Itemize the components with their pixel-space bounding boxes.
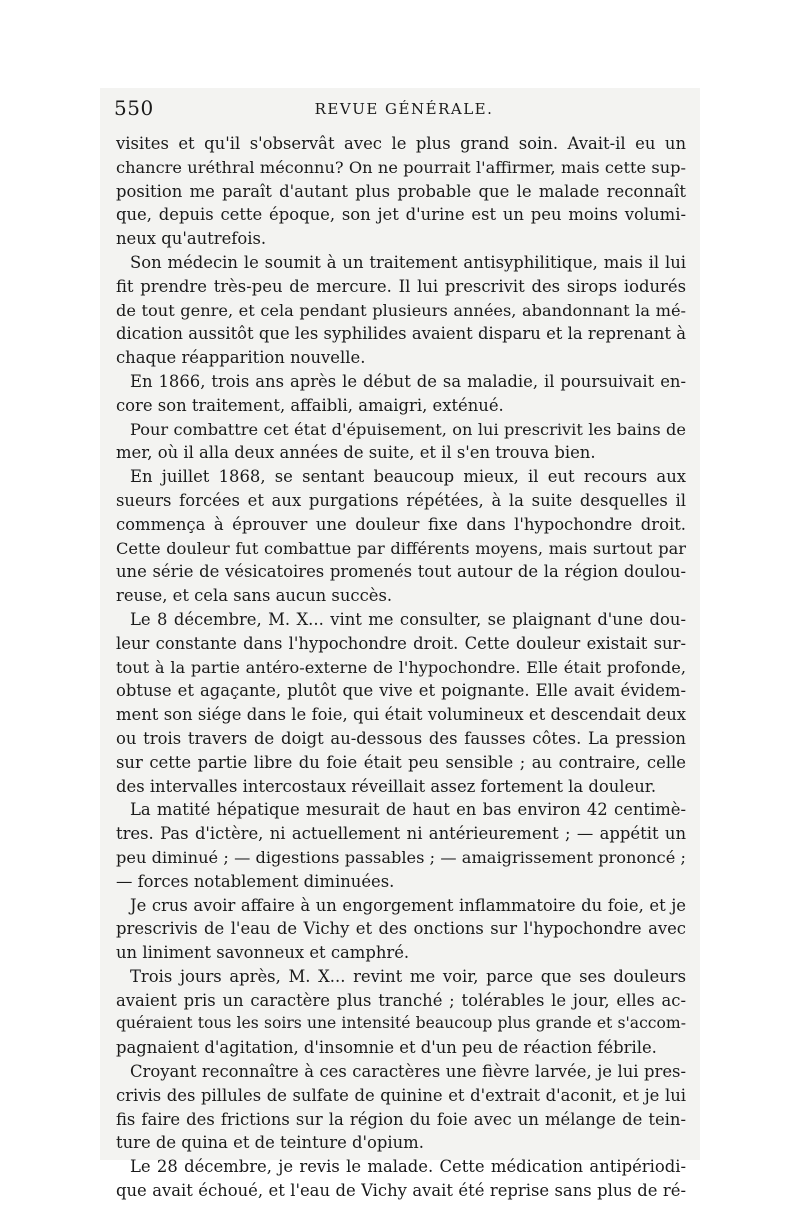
text-line: chaque réapparition nouvelle. xyxy=(116,348,366,368)
text-line: visites et qu'il s'observât avec le plus grand soin. Avait-il eu un xyxy=(116,134,686,153)
text-line: que, depuis cette époque, son jet d'urine est un peu moins volumi- xyxy=(116,205,686,225)
text-line: — forces notablement diminuées. xyxy=(116,871,395,891)
text-line: Pour combattre cet état d'épuisement, on lui prescrivit les bains de xyxy=(130,419,686,439)
text-line: leur constante dans l'hypochondre droit. Cette douleur existait sur- xyxy=(116,633,686,653)
text-line: sueurs forcées et aux purgations répétées, à la suite desquelles il xyxy=(116,490,686,510)
text-line: commença à éprouver une douleur fixe dans l'hypochondre droit. xyxy=(116,514,686,534)
text-line: Son médecin le soumit à un traitement antisyphilitique, mais il lui xyxy=(130,252,686,272)
text-line: ture de quina et de teinture d'opium. xyxy=(116,1133,424,1153)
text-line: Le 28 décembre, je revis le malade. Cette médication antipériodi- xyxy=(130,1157,686,1177)
text-line: pagnaient d'agitation, d'insomnie et d'un peu de réaction fébrile. xyxy=(116,1038,657,1058)
text-line: quéraient tous les soirs une intensité beaucoup plus grande et s'accom- xyxy=(116,1014,686,1033)
text-line: La matité hépatique mesurait de haut en bas environ 42 centimè- xyxy=(130,800,686,820)
page-number: 550 xyxy=(114,96,154,120)
text-line: des intervalles intercostaux réveillait assez fortement la douleur. xyxy=(116,776,657,796)
text-line: ment son siége dans le foie, qui était volumineux et descendait deux xyxy=(116,705,686,725)
text-line: fit prendre très-peu de mercure. Il lui prescrivit des sirops iodurés xyxy=(116,276,686,296)
text-line: tout à la partie antéro-externe de l'hypochondre. Elle était profonde, xyxy=(116,657,686,677)
text-line: position me paraît d'autant plus probable que le malade reconnaît xyxy=(116,181,686,201)
text-line: obtuse et agaçante, plutôt que vive et poignante. Elle avait évidem- xyxy=(116,681,686,701)
text-line: core son traitement, affaibli, amaigri, exténué. xyxy=(116,395,504,415)
text-line: sur cette partie libre du foie était peu sensible ; au contraire, celle xyxy=(116,752,686,772)
running-title: REVUE GÉNÉRALE. xyxy=(314,100,494,118)
text-line: tres. Pas d'ictère, ni actuellement ni antérieurement ; — appétit un xyxy=(116,824,686,844)
text-line: mer, où il alla deux années de suite, et il s'en trouva bien. xyxy=(116,443,596,463)
text-line: que avait échoué, et l'eau de Vichy avait été reprise sans plus de ré- xyxy=(116,1181,686,1201)
text-line: reuse, et cela sans aucun succès. xyxy=(116,586,393,606)
text-line: Croyant reconnaître à ces caractères une fièvre larvée, je lui pres- xyxy=(130,1062,686,1082)
text-line: fis faire des frictions sur la région du foie avec un mélange de tein- xyxy=(116,1109,686,1129)
text-line: Je crus avoir affaire à un engorgement inflammatoire du foie, et je xyxy=(130,895,686,915)
text-line: peu diminué ; — digestions passables ; — amaigrissement prononcé ; xyxy=(116,847,686,867)
body-text xyxy=(116,132,686,1203)
text-line: prescrivis de l'eau de Vichy et des onctions sur l'hypochondre avec xyxy=(116,919,686,939)
page-header xyxy=(114,96,694,122)
text-line: ou trois travers de doigt au-dessous des fausses côtes. La pression xyxy=(116,728,686,748)
text-line: de tout genre, et cela pendant plusieurs années, abandonnant la mé- xyxy=(116,300,686,320)
text-line: dication aussitôt que les syphilides avaient disparu et la reprenant à xyxy=(116,324,686,344)
text-line: En juillet 1868, se sentant beaucoup mieux, il eut recours aux xyxy=(130,467,686,487)
text-line: Trois jours après, M. X... revint me voir, parce que ses douleurs xyxy=(130,966,686,986)
text-line: Le 8 décembre, M. X... vint me consulter, se plaignant d'une dou- xyxy=(130,609,686,629)
text-line: chancre uréthral méconnu? On ne pourrait l'affirmer, mais cette sup- xyxy=(116,157,686,177)
text-line: avaient pris un caractère plus tranché ; tolérables le jour, elles ac- xyxy=(116,990,686,1010)
text-line: Cette douleur fut combattue par différents moyens, mais surtout par xyxy=(116,538,686,558)
text-line: une série de vésicatoires promenés tout autour de la région doulou- xyxy=(116,562,686,582)
text-line: un liniment savonneux et camphré. xyxy=(116,943,410,963)
text-line: neux qu'autrefois. xyxy=(116,229,267,249)
text-line: En 1866, trois ans après le début de sa maladie, il poursuivait en- xyxy=(130,371,686,391)
text-line: crivis des pillules de sulfate de quinine et d'extrait d'aconit, et je lui xyxy=(116,1085,686,1105)
